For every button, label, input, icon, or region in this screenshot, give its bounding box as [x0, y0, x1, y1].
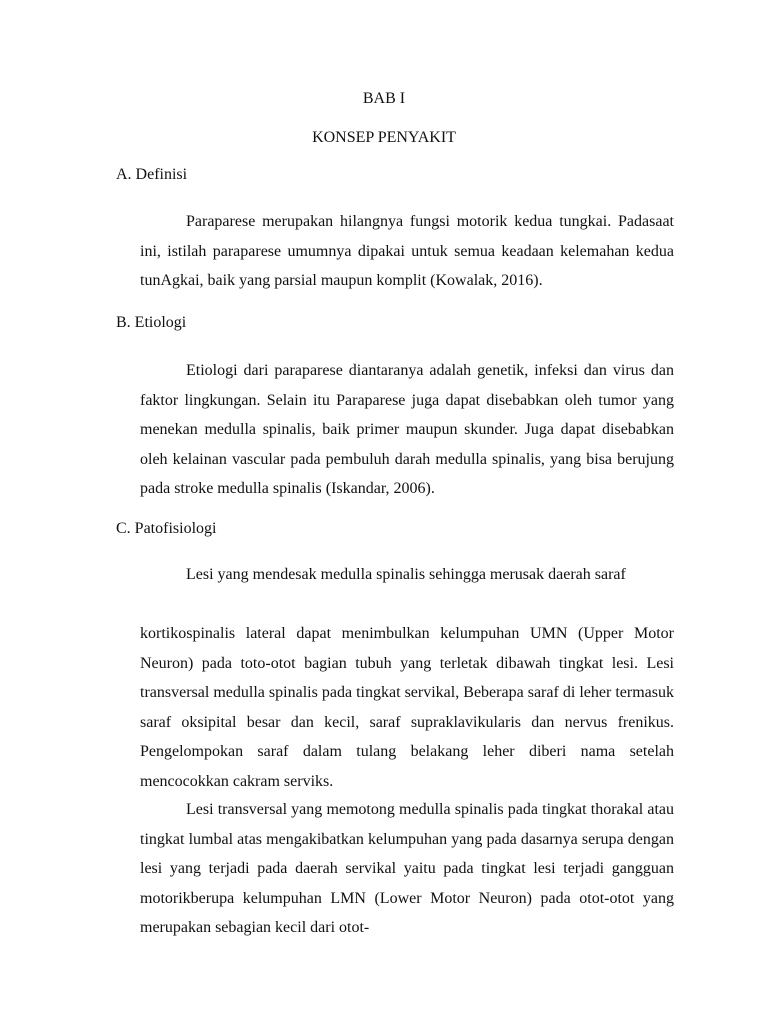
paragraph-patofisiologi-intro: Lesi yang mendesak medulla spinalis sehingga merusak daerah saraf	[186, 566, 626, 583]
chapter-title: KONSEP PENYAKIT	[312, 129, 456, 146]
paragraph-definisi: Paraparese merupakan hilangnya fungsi motorik kedua tungkai. Padasaat ini, istilah paraparese umumnya dipakai untuk semua keadaan kelemahan kedua tunAgkai, baik yang parsial maupun komplit (Kowalak, 2016).	[140, 213, 674, 290]
paragraph-patofisiologi-thorakal: Lesi transversal yang memotong medulla spinalis pada tingkat thorakal atau tingkat lumbal atas mengakibatkan kelumpuhan yang pada dasarnya serupa dengan lesi yang terjadi pada daerah servikal yaitu pada tingkat lesi terjadi gangguan motorikberupa kelumpuhan LMN (Lower Motor Neuron) pada otot-otot yang merupakan sebagian kecil dari otot-	[140, 801, 674, 937]
section-heading-patofisiologi: C. Patofisiologi	[116, 520, 217, 537]
section-heading-etiologi: B. Etiologi	[116, 314, 187, 331]
section-heading-definisi: A. Definisi	[116, 166, 188, 183]
chapter-heading: BAB I	[362, 90, 406, 107]
paragraph-etiologi: Etiologi dari paraparese diantaranya adalah genetik, infeksi dan virus dan faktor lingkungan. Selain itu Paraparese juga dapat disebabkan oleh tumor yang menekan medulla spinalis, baik primer maupun skunder. Juga dapat disebabkan oleh kelainan vascular pada pembuluh darah medulla spinalis, yang bisa berujung pada stroke medulla spinalis (Iskandar, 2006).	[140, 362, 674, 498]
paragraph-patofisiologi-servikal: kortikospinalis lateral dapat menimbulkan kelumpuhan UMN (Upper Motor Neuron) pada toto-otot bagian tubuh yang terletak dibawah tingkat lesi. Lesi transversal medulla spinalis pada tingkat servikal, Beberapa saraf di leher termasuk saraf oksipital besar dan kecil, saraf supraklavikularis dan nervus frenikus. Pengelompokan saraf dalam tulang belakang leher diberi nama setelah mencocokkan cakram serviks.	[140, 625, 674, 790]
